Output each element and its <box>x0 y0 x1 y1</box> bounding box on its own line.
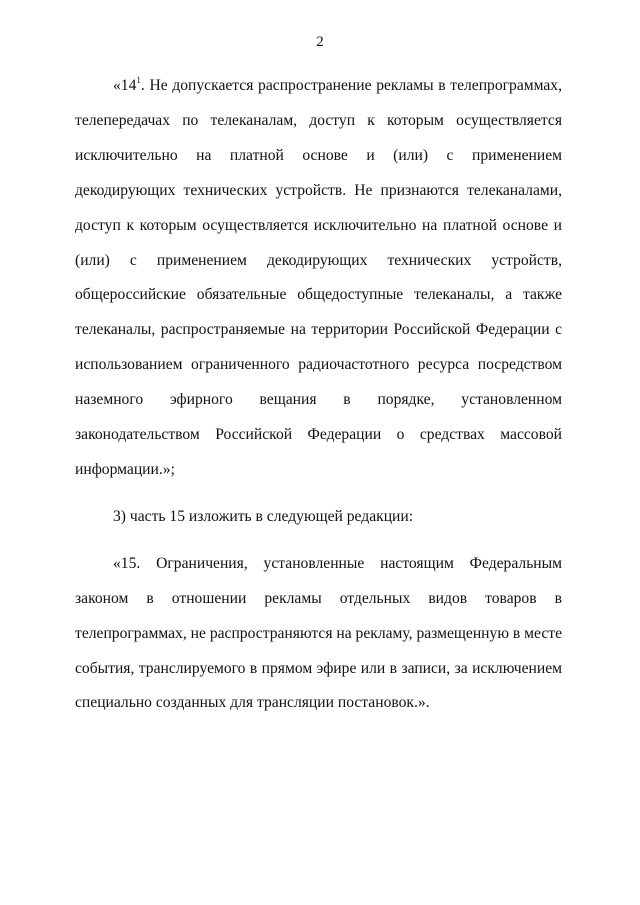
paragraph-article-15: «15. Ограничения, установленные настоящим Федеральным законом в отношении рекламы отдельных видов товаров в телепрограммах, не распространяются на рекламу, размещенную в месте события, транслируемого в прямом эфире или в записи, за исключением специально созданных для трансляции постановок.». <box>75 554 562 712</box>
paragraph-article-14-1 <box>75 69 562 488</box>
paragraph-text: . Не допускается распространение рекламы в телепрограммах, телепередачах по телеканалам, доступ к которым осуществляется исключительно на платной основе и (или) с применением декодирующих технических устройств. Не признаются телеканалами, доступ к которым осуществляется исключительно на платной основе и (или) с применением декодирующих технических устройств, общероссийские обязательные общедоступные телеканалы, а также телеканалы, распространяемые на территории Российской Федерации с использованием ограниченного радиочастотного ресурса посредством наземного эфирного вещания в порядке, установленном законодательством Российской Федерации о средствах массовой информации.»; <box>75 77 562 478</box>
paragraph-item-3: 3) часть 15 изложить в следующей редакции: <box>113 507 414 525</box>
superscript-index: 1 <box>136 75 141 85</box>
page-number: 2 <box>316 34 324 50</box>
paragraph-prefix: «14 <box>113 77 137 94</box>
document-body <box>75 69 562 721</box>
